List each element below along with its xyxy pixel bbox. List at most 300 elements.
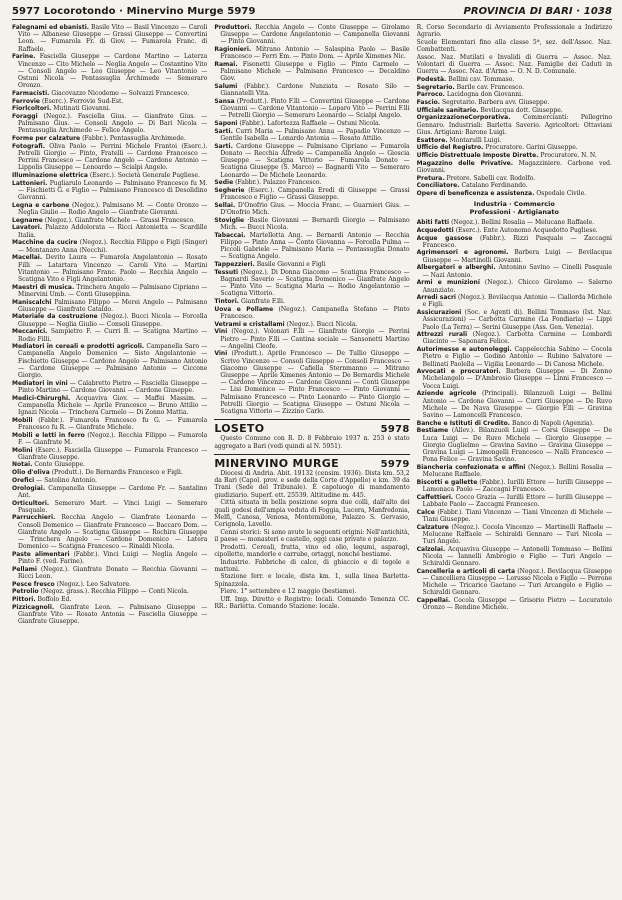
- directory-entry: [417, 137, 612, 144]
- entry-text: Fisonetti Giuseppe e Figlio — Pinto Carmelo — Palmisano Michele — Palmisano Francesco — Decaldino Giov.: [220, 61, 410, 83]
- entry-text: (Produtt.). De Bernardis Francesco e Figli.: [51, 469, 183, 477]
- entry-heading: Uova e Pollame: [214, 305, 274, 313]
- entry-heading: Calce: [416, 508, 435, 516]
- directory-entry: [12, 447, 207, 461]
- directory-entry: [417, 524, 612, 546]
- minervino-paragraph: Città situata in bella posizione sopra due colli, dall'alto dei quali godesi dell'ampia veduta di Foggia, Lucera, Manfredonia, Melfi, Canosa, Venosa, Montemilone, Palazzo S. Gervasio, Cerignola, Lavello.: [214, 499, 410, 528]
- loseto-name: LOSETO: [214, 422, 265, 436]
- directory-entry: [417, 346, 612, 368]
- entry-text: (Negoz.). Gianfrate Michele — Grassi Francesco.: [44, 216, 196, 224]
- entry-heading: Biancheria confezionata e affini: [416, 463, 526, 471]
- entry-text: (Eserc.). Ente Autonomo Acquedotto Pugliese.: [455, 226, 598, 234]
- entry-heading: Olio d'oliva: [12, 469, 50, 477]
- entry-text: (Fabbr.). Cardone Nunziata — Rosato Silo — Giannatelli Vita.: [220, 83, 410, 98]
- entry-heading: Aziende agricole: [416, 390, 477, 398]
- entry-text: R. Corso Secondario di Avviamento Professionale a Indirizzo Agrario.: [416, 24, 612, 39]
- entry-heading: Legna e carbone: [12, 201, 70, 209]
- entry-text: (Negoz.). Leo Salvatore.: [56, 580, 131, 588]
- directory-entry: [417, 331, 612, 345]
- minervino-description: [214, 470, 409, 610]
- directory-entry: [12, 500, 207, 514]
- entry-heading: Petrolio: [12, 588, 39, 596]
- entry-heading: Mobili: [12, 416, 33, 424]
- entry-heading: Acquedotti: [416, 226, 454, 234]
- entry-text: (Fabbr.). Iurilli Ettore — Iurilli Giuseppe — Lamonaca Paolo — Zaccagni Francesco.: [422, 478, 612, 493]
- entry-heading: Macellai.: [12, 254, 43, 262]
- directory-entry: [417, 264, 612, 278]
- directory-entry: [12, 485, 207, 499]
- entry-heading: Produttori.: [214, 24, 252, 31]
- entry-text: Trinchera Angelo — Palmisano Cipriano — Minervini Umb. — Conti Giuseppina.: [18, 283, 208, 298]
- directory-entry: [12, 113, 207, 135]
- entry-text: Barile cav. Francesco.: [456, 83, 524, 91]
- entry-heading: Pittori.: [12, 596, 36, 604]
- entry-text: Palmisano Filippo — Merei Angelo — Palmisano Giuseppe — Gianfrate Cataldo.: [18, 298, 208, 313]
- entry-text: Cocola Giuseppe — Grisorio Pietro — Locuratolo Oronzo — Rendine Michele.: [422, 597, 612, 612]
- entry-heading: Foraggi: [12, 112, 38, 120]
- directory-entry: [417, 84, 612, 91]
- entry-text: Barbera Giuseppe — Di Zonno Michelangelo — D'Ambrosio Giuseppe — Linni Francesco — Vocca Luigi.: [422, 368, 612, 390]
- entry-heading: Legname: [12, 216, 43, 224]
- directory-entry: [214, 232, 409, 261]
- minervino-heading: [214, 456, 410, 470]
- entry-text: (Negoz. grass.). Recchia Filippo — Conti Nicola.: [40, 588, 189, 596]
- entry-text: (Negoz.). Bevilacqua Giuseppe — Cancelliera Giuseppe — Lorusso Nicola e Figlio — Perrone Michele — Tricarico Gaetano — Turi Arcangelo e Figlio — Schiraldi Gennaro.: [422, 567, 612, 597]
- minervino-paragraph: Fiere. 1° settembre e 12 maggio (bestiame).: [220, 588, 357, 596]
- entry-text: Curri Maria — Palmisano Anna — Papadio Vincenzo — Gentile Isabella — Lonardo Antonia — Rosato Attilio.: [220, 127, 410, 143]
- entry-text: Bellini cav. Tommaso.: [448, 75, 515, 83]
- entry-heading: OrganizzazioneCorporativa.: [416, 114, 511, 122]
- entry-heading: Opere di beneficenza e assistenza.: [416, 189, 535, 197]
- directory-entry: [214, 350, 409, 415]
- entry-heading: Lavatori.: [12, 224, 43, 232]
- directory-entry: [12, 469, 207, 476]
- loseto-number: 5978: [380, 424, 410, 436]
- entry-text: Fasciella Giuseppe — Cardone Martino — Laterza Vincenzo — Cito Michele — Neglia Angelo — Costantino Vito — Consoli Angelo — Leo Giuseppe — Leo Vitantonio — Ostuni Nicola — Pentassuglia Archimede — Semeraro Oronzo.: [18, 53, 208, 90]
- entry-text: Giacovazzo Nicodemo — Solvazzi Francesco.: [51, 89, 190, 97]
- entry-text: (Fabbr.). Lafortezza Raffaele — Ostuni Nicola.: [239, 120, 381, 128]
- entry-heading: Fiorlcoltori.: [12, 105, 52, 113]
- column-3: [417, 24, 612, 884]
- entry-heading: Parrucchieri.: [12, 514, 56, 522]
- directory-entry: [417, 309, 612, 331]
- entry-text: (Negoz.). Carbotta Carmine — Lombardi Giacinto — Saponara Felice.: [422, 331, 612, 346]
- entry-text: Campanella Giuseppe — Cardone Fr. — Santalino Ant.: [18, 484, 208, 499]
- entry-heading: Molini: [12, 446, 33, 454]
- entry-text: (Negoz.). Di Donna Giacomo — Scatigna Francesco — Bagnardi Saverio — Scatigna Domenico — Gianfrate Angelo — Pinto Vito — Scatigna Maria — Rodio Angelantonio — Scatigna Vittorio.: [220, 268, 410, 298]
- entry-heading: Albergatori e alberghi.: [416, 264, 496, 272]
- entry-heading: Meccanici.: [12, 328, 48, 336]
- entry-heading: Fotografi.: [12, 142, 45, 150]
- directory-entry: [417, 464, 612, 478]
- entry-heading: Medici-Chirurghi.: [12, 394, 71, 402]
- directory-entry: [12, 143, 207, 172]
- entry-text: (Negoz.). Palmisano M. — Conte Oronzo — Neglia Giulio — Rodio Angelo — Gianfrate Giovanni.: [18, 201, 208, 217]
- directory-entry: [12, 284, 207, 298]
- directory-entry: [417, 294, 612, 308]
- minervino-paragraph: Stazione ferr. e locale, dista km. 1, sulla linea Barletta-Spinazzola.: [214, 573, 410, 588]
- entry-text: (Negoz.). Bellini Rosalia — Melucane Raffaele.: [451, 219, 595, 227]
- entry-heading: Paste alimentari: [12, 550, 70, 558]
- entry-heading: Autorimesse e autonoleggi.: [416, 346, 512, 354]
- column-3-entries: [417, 219, 612, 611]
- entry-heading: Agrimensori e agronomi.: [416, 249, 509, 257]
- entry-heading: Acque gassose: [416, 234, 473, 242]
- entry-heading: Conciliatore.: [416, 182, 460, 190]
- directory-entry: [214, 46, 409, 60]
- entry-heading: Ramai.: [214, 61, 238, 69]
- entry-text: (Negoz.). Fasciella Gius. — Gianfrate Gius. — Palmisano Gius. — Consoli Angelo — Di Bari Nicola — Pentassuglia Archimede — Felice Angelo.: [18, 112, 208, 135]
- entry-text: Devito Laura — Fumarola Angelantonio — Rosato Filli — Latartara Vincenzo — Caroli Vito — Martini Vitantonio — Palmisano Franc. Paolo — Recchia Angelo — Scatigna Vito e Figli Angelantonio.: [18, 254, 208, 283]
- directory-entry: [214, 179, 409, 186]
- directory-entry: [214, 98, 409, 120]
- entry-text: (Produtt.). Pinto F.lli — Convertini Giuseppe — Cardone Giovanni — Cardone Vitantonio — Loparo Vito — Perrini F.lli — Petrelli Giorgio — Semeraro Leonardo — Scialpi Angelo.: [220, 98, 410, 120]
- entry-heading: Orefici: [12, 476, 35, 484]
- directory-entry: [417, 235, 612, 249]
- directory-entry: [417, 494, 612, 508]
- entry-heading: Tappezzieri.: [214, 261, 255, 268]
- industria-heading: [417, 200, 612, 216]
- entry-heading: Segherie: [214, 186, 245, 194]
- entry-text: (Fabbr.). Fumarola Francesco fu G. — Fumarola Francesco fu R. — Gianfrate Michele.: [18, 416, 208, 431]
- entry-text: (Negoz.). Gianfrate Donato — Recchia Giovanni — Ricci Leon.: [18, 565, 208, 581]
- directory-entry: [417, 427, 612, 463]
- minervino-name: MINERVINO MURGE: [214, 456, 339, 470]
- entry-text: Gianfrate F.lli.: [240, 298, 285, 306]
- entry-heading: Parroco.: [416, 91, 445, 99]
- entry-heading: Banche e Istituti di Credito.: [416, 419, 511, 427]
- directory-entry: [214, 269, 409, 298]
- entry-heading: Forme per calzature: [12, 135, 81, 143]
- entry-text: (Negoz.). Bellini Rosalia — Melucane Raffaele.: [422, 463, 612, 479]
- entry-text: Montarulli Luigi.: [449, 136, 502, 144]
- entry-heading: Farine.: [12, 53, 36, 61]
- directory-entry: [12, 581, 207, 588]
- entry-heading: Esattore.: [416, 136, 448, 144]
- entry-text: Cappelecchia Sabino — Cocola Pietro e Figlio — Godino Antonio — Rubino Salvatore — Bellinati Paolella — Vigilia Leonardo — Di Canosa Michele.: [422, 346, 612, 368]
- directory-entry: [12, 551, 207, 565]
- entry-heading: Pellami: [12, 565, 37, 573]
- directory-entry: [12, 395, 207, 417]
- directory-entry: [12, 105, 207, 112]
- entry-heading: Attrezzi rurali: [416, 331, 468, 339]
- entry-heading: Armi e munizioni: [416, 279, 480, 287]
- entry-heading: Orticultori.: [12, 499, 50, 507]
- entry-heading: Sedie: [214, 179, 234, 187]
- entry-heading: Bestiame: [416, 427, 449, 435]
- entry-text: Ospedale Civile.: [536, 189, 587, 197]
- entry-text: Banco di Napoli (Agenzia).: [512, 419, 594, 427]
- entry-text: Semeraro Mart. — Vinci Luigi — Semeraro Pasquale.: [18, 499, 208, 514]
- directory-entry: [12, 461, 207, 468]
- entry-text: Cardone Giuseppe — Palmisano Cipriano — Fumarola Donato — Recchia Alfredo — Campanella Angelo — Gioscia Giuseppe — Scatigna Vittorio — Fumarola Donato — Scatigna Giuseppe (S. Marco) — Bagnardi Vito — Semeraro Leonardo — De Michele Leonardo.: [220, 142, 410, 179]
- directory-entry: [214, 321, 409, 328]
- entry-text: (Negoz.). Bucci Nicola.: [286, 320, 358, 328]
- entry-heading: Mediatori in vini: [12, 379, 68, 387]
- column-2: [214, 24, 409, 884]
- entry-heading: Sarti.: [214, 127, 233, 135]
- directory-entry: [12, 53, 207, 89]
- directory-entry: [417, 420, 612, 427]
- entry-heading: Pesce fresco: [12, 580, 55, 588]
- entry-text: D'Onofrio Gius. — Moccia Franc. — Guarnieri Gius. — D'Onofrio Mich.: [220, 201, 410, 217]
- directory-entry: [417, 219, 612, 226]
- directory-entry: [417, 568, 612, 597]
- entry-text: (Fabbr.). Pentassuglia Archimede.: [82, 135, 186, 143]
- directory-entry: [12, 477, 207, 484]
- directory-entry: [214, 261, 409, 268]
- entry-text: — Satolino Antonio.: [36, 476, 97, 484]
- entry-heading: Fascio.: [416, 99, 441, 107]
- entry-text: Campanella Saro — Campanella Angelo Domenico — Sisto Angelantonio — Fischietto Giuseppe — Cardone Angelo — Palmisano Antonio — Cardone Giuseppe — Palmisano Antonio — Ciccone Giorgio.: [18, 343, 208, 380]
- entry-text: Barbera Luigi — Bevilacqua Giuseppe — Martinelli Giovanni.: [422, 249, 612, 264]
- entry-heading: Ragionieri.: [214, 46, 252, 54]
- entry-text: Catalano Ferdinando.: [461, 182, 528, 190]
- entry-text: (Negoz.). Cocola Vincenzo — Martinelli Raffaele — Melucane Raffaele — Schiraldi Gennaro — Turi Nicola — Turi Angelo.: [422, 523, 612, 545]
- entry-heading: Mobili e letti in ferro: [12, 431, 85, 439]
- directory-entry: [417, 279, 612, 293]
- entry-heading: Tessuti: [214, 268, 239, 276]
- directory-entry: [12, 566, 207, 580]
- directory-entry: [417, 152, 612, 159]
- entry-heading: Mediatori in cereali e prodotti agricoli.: [12, 343, 145, 351]
- entry-text: (Negoz.). Recchia Filippo — Fumarola F. — Gianfrate M.: [18, 431, 208, 446]
- entry-heading: Arredi sacri: [416, 294, 456, 302]
- directory-entry: [12, 514, 207, 550]
- entry-heading: Calzature: [416, 523, 449, 531]
- entry-text: (Fabbr.). Rizzi Pasquale — Zaccagni Francesco.: [422, 234, 612, 249]
- industria-title-2: Professioni · Artigianato: [469, 208, 560, 217]
- directory-entry: [214, 61, 409, 83]
- entry-text: (Principali). Bilanzuoli Luigi — Bellini Antonio — Cardone Giovanni — Curri Giuseppe — De Ruvo Michele — De Nava Giuseppe — Giorgio F.lli — Gravina Savino — Lamoncelli Francesco.: [422, 390, 612, 419]
- entry-heading: Cappellai.: [416, 597, 451, 605]
- entry-text: Procuratore. Garini Giuseppe.: [485, 144, 578, 152]
- directory-entry: [214, 128, 409, 142]
- directory-entry: [12, 604, 207, 626]
- directory-entry: [12, 328, 207, 342]
- directory-entry: [214, 328, 409, 350]
- entry-heading: Pizzicagnoli.: [12, 603, 55, 611]
- directory-entry: [417, 91, 612, 98]
- directory-entry: [417, 144, 612, 151]
- directory-entry: [417, 54, 612, 76]
- entry-heading: Vetrami e cristallami: [214, 320, 285, 328]
- entry-text: Gianfrate Leon. — Palmisano Giuseppe — Gianfrate Vito — Rosato Antonia — Fasciella Giuseppe — Gianfrate Giuseppe.: [18, 603, 208, 626]
- entry-heading: Maniscalchi: [12, 298, 52, 306]
- directory-entry: [12, 224, 207, 238]
- entry-heading: Cancelleria e articoli di carta: [416, 567, 516, 575]
- entry-text: Commercianti: Pellegrino Gennaro. Industriali: Barletta Saverio. Agricoltori: Ottaviani Gius. Artigiani: Barone Luigi.: [416, 114, 612, 136]
- minervino-paragraph: Uff. Imp. Diretto e Registro: locali. Comando Tenenza CC. RR.: Barletta. Comando Stazione: locale.: [214, 596, 410, 611]
- entry-text: (Allev.). Bilanzuoli Luigi — Corsi Giuseppe — De Luca Luigi — De Ruvo Michele — Giorgio Giuseppe — Giorgio Guglielmo — Gravina Savino — Gravina Giuseppe — Gravina Luigi — Limongelli Francesco — Nalli Francesco — Pona Felice — Gravina Savino.: [422, 427, 612, 464]
- entry-heading: Salumi: [214, 83, 238, 91]
- minervino-paragraph: Diocesi di Andria. Abit. 19132 (censim. 1936). Dista km. 53,2 da Bari (Capol. prov. e sede della Corte d'Appello) e km. 39 da Trani (Sede del Tribunale). È capoluogo di mandamento giudiziario. Superf. ett. 25539. Altitudine m. 445.: [214, 470, 410, 499]
- directory-entry: [417, 39, 612, 53]
- entry-heading: Calzolai.: [416, 545, 446, 553]
- directory-entry: [12, 217, 207, 224]
- entry-text: Scuole Elementari fino alla classe 5ª, sez. dell'Assoc. Naz. Combattenti.: [416, 38, 612, 54]
- entry-heading: Falegnami ed ebanisti.: [12, 24, 90, 31]
- directory-entry: [417, 546, 612, 568]
- entry-text: Acquaviva Giuseppe — Antonelli Tommaso — Bellini Nicola — Iannelli Ambrogio e Figlio — Turi Angelo — Schiraldi Gennaro.: [422, 545, 612, 568]
- entry-text: (Eserc.). Società Generale Pugliese.: [89, 172, 201, 180]
- entry-text: (Fabbr.). Vinci Luigi — Neglia Angelo — Pinto F. (ved. Farine).: [18, 550, 208, 566]
- entry-text: (Eserc.). Campanella Eredi di Giuseppe — Grassi Francesco e Figlio — Grassi Giuseppe.: [220, 186, 410, 202]
- directory-entry: [12, 98, 207, 105]
- entry-text: Palazzo Addolorata — Ricci Antonietta — Scardille Italia.: [18, 224, 208, 239]
- directory-entry: [12, 299, 207, 313]
- entry-text: Segretario. Barbera avv. Giuseppe.: [441, 99, 550, 107]
- directory-entry: [417, 249, 612, 263]
- directory-entry: [214, 143, 409, 179]
- entry-text: Martellotta Ang. — Bernardi Antonio — Recchia Filippo — Pinto Anna — Conte Giovanna — Forcella Pulma — Piccoli Gabriele — Palmisano Maria — Pentassuglia Donato — Scatigna Angelo.: [220, 231, 410, 261]
- directory-entry: [214, 24, 409, 46]
- directory-entry: [214, 202, 409, 216]
- directory-entry: [417, 99, 612, 106]
- entry-text: Pugliarulo Leonardo — Palmisano Francesco fu M. — Fischietti G. e Figlio — Palmisano Francesco di Desolidino Giovanni.: [18, 179, 208, 202]
- running-head-right: PROVINCIA DI BARI · 1038: [463, 6, 612, 17]
- column-2-entries: [214, 24, 409, 415]
- entry-heading: Ufficiale sanitario.: [416, 106, 479, 114]
- entry-text: Mutinati Giovanni.: [53, 105, 111, 113]
- directory-entry: [12, 596, 207, 603]
- directory-entry: [12, 313, 207, 327]
- entry-text: Conte Giuseppe.: [34, 461, 86, 469]
- entry-heading: Stoviglie: [214, 216, 245, 224]
- entry-heading: Abiti fatti: [416, 219, 450, 227]
- entry-heading: Orologiai.: [12, 484, 46, 492]
- entry-heading: Avvocati e procuratori.: [416, 368, 501, 376]
- entry-text: Acquaviva Giov. — Maffei Massim. — Campanella Michele — Aprile Francesco — Bruno Attilio — Ignazi Nicola — Trinchera Carmelo — Di Zonno Mattia.: [18, 394, 208, 417]
- entry-text: Bevilacqua dott. Giuseppe.: [480, 106, 563, 114]
- entry-heading: Sarti.: [214, 142, 233, 150]
- directory-entry: [12, 202, 207, 216]
- directory-entry: [417, 190, 612, 197]
- entry-heading: Notai.: [12, 461, 33, 469]
- entry-text: (Negoz.). Volonari F.lli — Gianfrate Giorgio — Perrini Pietro — Pinto F.lli — Cantina sociale — Sansonetti Martino — Angelini Cleofe.: [220, 328, 410, 350]
- running-head: [12, 6, 612, 20]
- entry-heading: Segretario.: [416, 83, 455, 91]
- directory-entry: [417, 597, 612, 611]
- directory-entry: [12, 254, 207, 283]
- minervino-number: 5979: [380, 458, 410, 470]
- entry-heading: Vini: [214, 328, 228, 336]
- entry-text: (Negoz.). Chicco Girolamo — Salerno Anunziato.: [422, 279, 612, 294]
- section-rule: [214, 419, 409, 420]
- entry-text: Sampietro F. — Curri B. — Scatigna Martino — Rodio Filli.: [18, 328, 208, 343]
- entry-heading: Maestri di musica.: [12, 283, 75, 291]
- entry-text: Recchia Angelo — Gianfrate Leonardo — Consoli Domenico — Gianfrate Francesco — Baccaro Dom. — Gianfrate Angelo — Scatigna Giuseppe — Rochira Giuseppe — Trinchera Angelo — Cardone Domenico — Latera Domenico — Scatigna Francesco — Rinaldi Nicola.: [18, 514, 208, 551]
- entry-text: Assoc. Naz. Mutilati e Invalidi di Guerra — Assoc. Naz. Volontari di Guerra — Assoc. Naz. Famiglie dei Caduti in Guerra — Assoc. Naz. d'Arma — O. N. D. Comunale.: [416, 53, 612, 76]
- directory-entry: [214, 187, 409, 201]
- directory-entry: [417, 175, 612, 182]
- entry-text: (Eserc.). Ferrovie Sud-Est.: [41, 97, 124, 105]
- directory-entry: [417, 160, 612, 174]
- minervino-paragraph: Industrie. Fabbriche di calce, di ghiaccio e di tegole e mattoni.: [214, 558, 410, 573]
- entry-text: Boffolo Ed.: [37, 596, 72, 604]
- entry-text: (Negoz.). Bucci Nicola — Forcella Giuseppe — Neglia Giulio — Consoli Giuseppe.: [18, 313, 208, 328]
- directory-entry: [12, 239, 207, 253]
- entry-heading: Magazzino delle Privative.: [416, 159, 514, 167]
- entry-text: Pretore. Sabelli cav. Rodolfo.: [446, 174, 536, 182]
- directory-entry: [214, 83, 409, 97]
- entry-text: Basile Giovanni e Figli: [256, 261, 326, 268]
- directory-entry: [417, 76, 612, 83]
- directory-entry: [12, 588, 207, 595]
- entry-heading: Ufficio Distrettuale Imposte Dirette.: [416, 151, 539, 159]
- directory-entry: [417, 509, 612, 523]
- entry-heading: Sellai.: [214, 201, 236, 209]
- loseto-heading: [214, 422, 410, 436]
- entry-text: Antonino Savino — Cinelli Pasquale — Nazi Antonio.: [422, 264, 612, 279]
- directory-entry: [417, 182, 612, 189]
- entry-text: Mitrano Antonio — Salaspina Paolo — Basile Francesco — Ferri Em. — Pinto Dom. — Aprile Ximenes Nic.: [220, 46, 410, 61]
- entry-heading: Saponi: [214, 120, 238, 128]
- directory-entry: [12, 24, 207, 53]
- loseto-description: [214, 435, 409, 449]
- directory-entry: [214, 217, 409, 231]
- entry-heading: Caffettieri.: [416, 493, 454, 501]
- loseto-text: Questo Comune con R. D. 8 Febbraio 1937 n. 253 è stato aggregato a Bari (vedi quindi al N. 5951).: [214, 435, 410, 450]
- entry-text: (Fabbr.). Palazzo Francesco.: [235, 179, 322, 187]
- directory-entry: [417, 114, 612, 136]
- entry-heading: Tintori.: [214, 298, 240, 306]
- entry-text: (Soc. e Agenti di). Bellini Tommaso (Ist. Naz. Assicurazioni) — Carbotta Carmine (La Fondiaria) — Lippi Paolo (La Terra) — Serini Giuseppe (Ass. Gen. Venezia).: [422, 309, 612, 331]
- entry-text: Cocco Grazia — Iurilli Ettore — Iurilli Giuseppe — Labbate Paolo — Zaccagni Francesco.: [422, 493, 612, 508]
- column-3-offices: [417, 24, 612, 197]
- directory-entry: [12, 180, 207, 202]
- directory-entry: [417, 479, 612, 493]
- entry-text: (Fabbr.). Tiani Vincenzo — Tiani Vincenzo di Michele — Tiani Giuseppe.: [422, 508, 612, 523]
- directory-entry: [214, 298, 409, 305]
- column-1: [12, 24, 207, 884]
- directory-entry: [214, 306, 409, 320]
- entry-heading: Assicurazioni: [416, 309, 462, 317]
- entry-text: (Negoz.). Bevilacqua Antonio — Ciallorda Michele e Figli.: [422, 294, 612, 309]
- directory-entry: [12, 432, 207, 446]
- entry-text: (Eserc.). Fasciella Giuseppe — Fumarola Francesco — Gianfrate Giuseppe.: [18, 446, 208, 461]
- directory-entry: [12, 135, 207, 142]
- directory-entry: [417, 107, 612, 114]
- entry-heading: Vini: [214, 350, 228, 358]
- directory-entry: [214, 120, 409, 127]
- entry-heading: Tabaccai.: [214, 231, 246, 239]
- directory-entry: [12, 417, 207, 431]
- entry-heading: Farmacisti.: [12, 89, 50, 97]
- entry-text: — Calabretto Pietro — Fasciella Giuseppe — Pinto Martino — Cardone Giovanni — Cardone Giuseppe.: [18, 379, 208, 394]
- directory-entry: [12, 343, 207, 379]
- columns: [12, 24, 612, 884]
- directory-entry: [12, 172, 207, 179]
- entry-heading: Materiale da costruzione: [12, 313, 98, 321]
- entry-text: Recchia Angelo — Conte Giuseppe — Girolamo Giuseppe — Cardone Angelantonio — Campanella Giovanni — Pinto Giovanni.: [220, 24, 410, 46]
- entry-heading: Sansa: [214, 98, 235, 106]
- entry-text: Basile Vito — Basil Vincenzo — Caroli Vito — Albanese Giuseppe — Grassi Giuseppe — Convertini Leon. — Fumarola Fr. di Giov. — Fumarola Franc. di Raffaele.: [18, 24, 208, 53]
- directory-entry: [417, 227, 612, 234]
- running-head-left: 5977 Locorotondo · Minervino Murge 5979: [12, 6, 256, 17]
- section-rule: [214, 454, 409, 455]
- entry-heading: Podestà.: [416, 75, 447, 83]
- entry-text: (Negoz.). Recchia Filippo e Figli (Singer) — Montanaro Anna (Necchi).: [18, 239, 208, 254]
- entry-text: (Negoz.). Campanella Stefano — Pinto Francesco.: [220, 305, 410, 320]
- entry-heading: Macchine da cucire: [12, 239, 78, 247]
- entry-heading: Ferrovie: [12, 97, 41, 105]
- entry-heading: Lattonieri.: [12, 179, 48, 187]
- directory-entry: [12, 90, 207, 97]
- entry-heading: Illuminazione elettrica: [12, 172, 88, 180]
- entry-heading: Biscotti e gallette: [416, 478, 478, 486]
- entry-text: ·Basile Giovanni — Bernardi Giorgio — Palmisano Mich. — Bucci Nicola.: [220, 216, 410, 231]
